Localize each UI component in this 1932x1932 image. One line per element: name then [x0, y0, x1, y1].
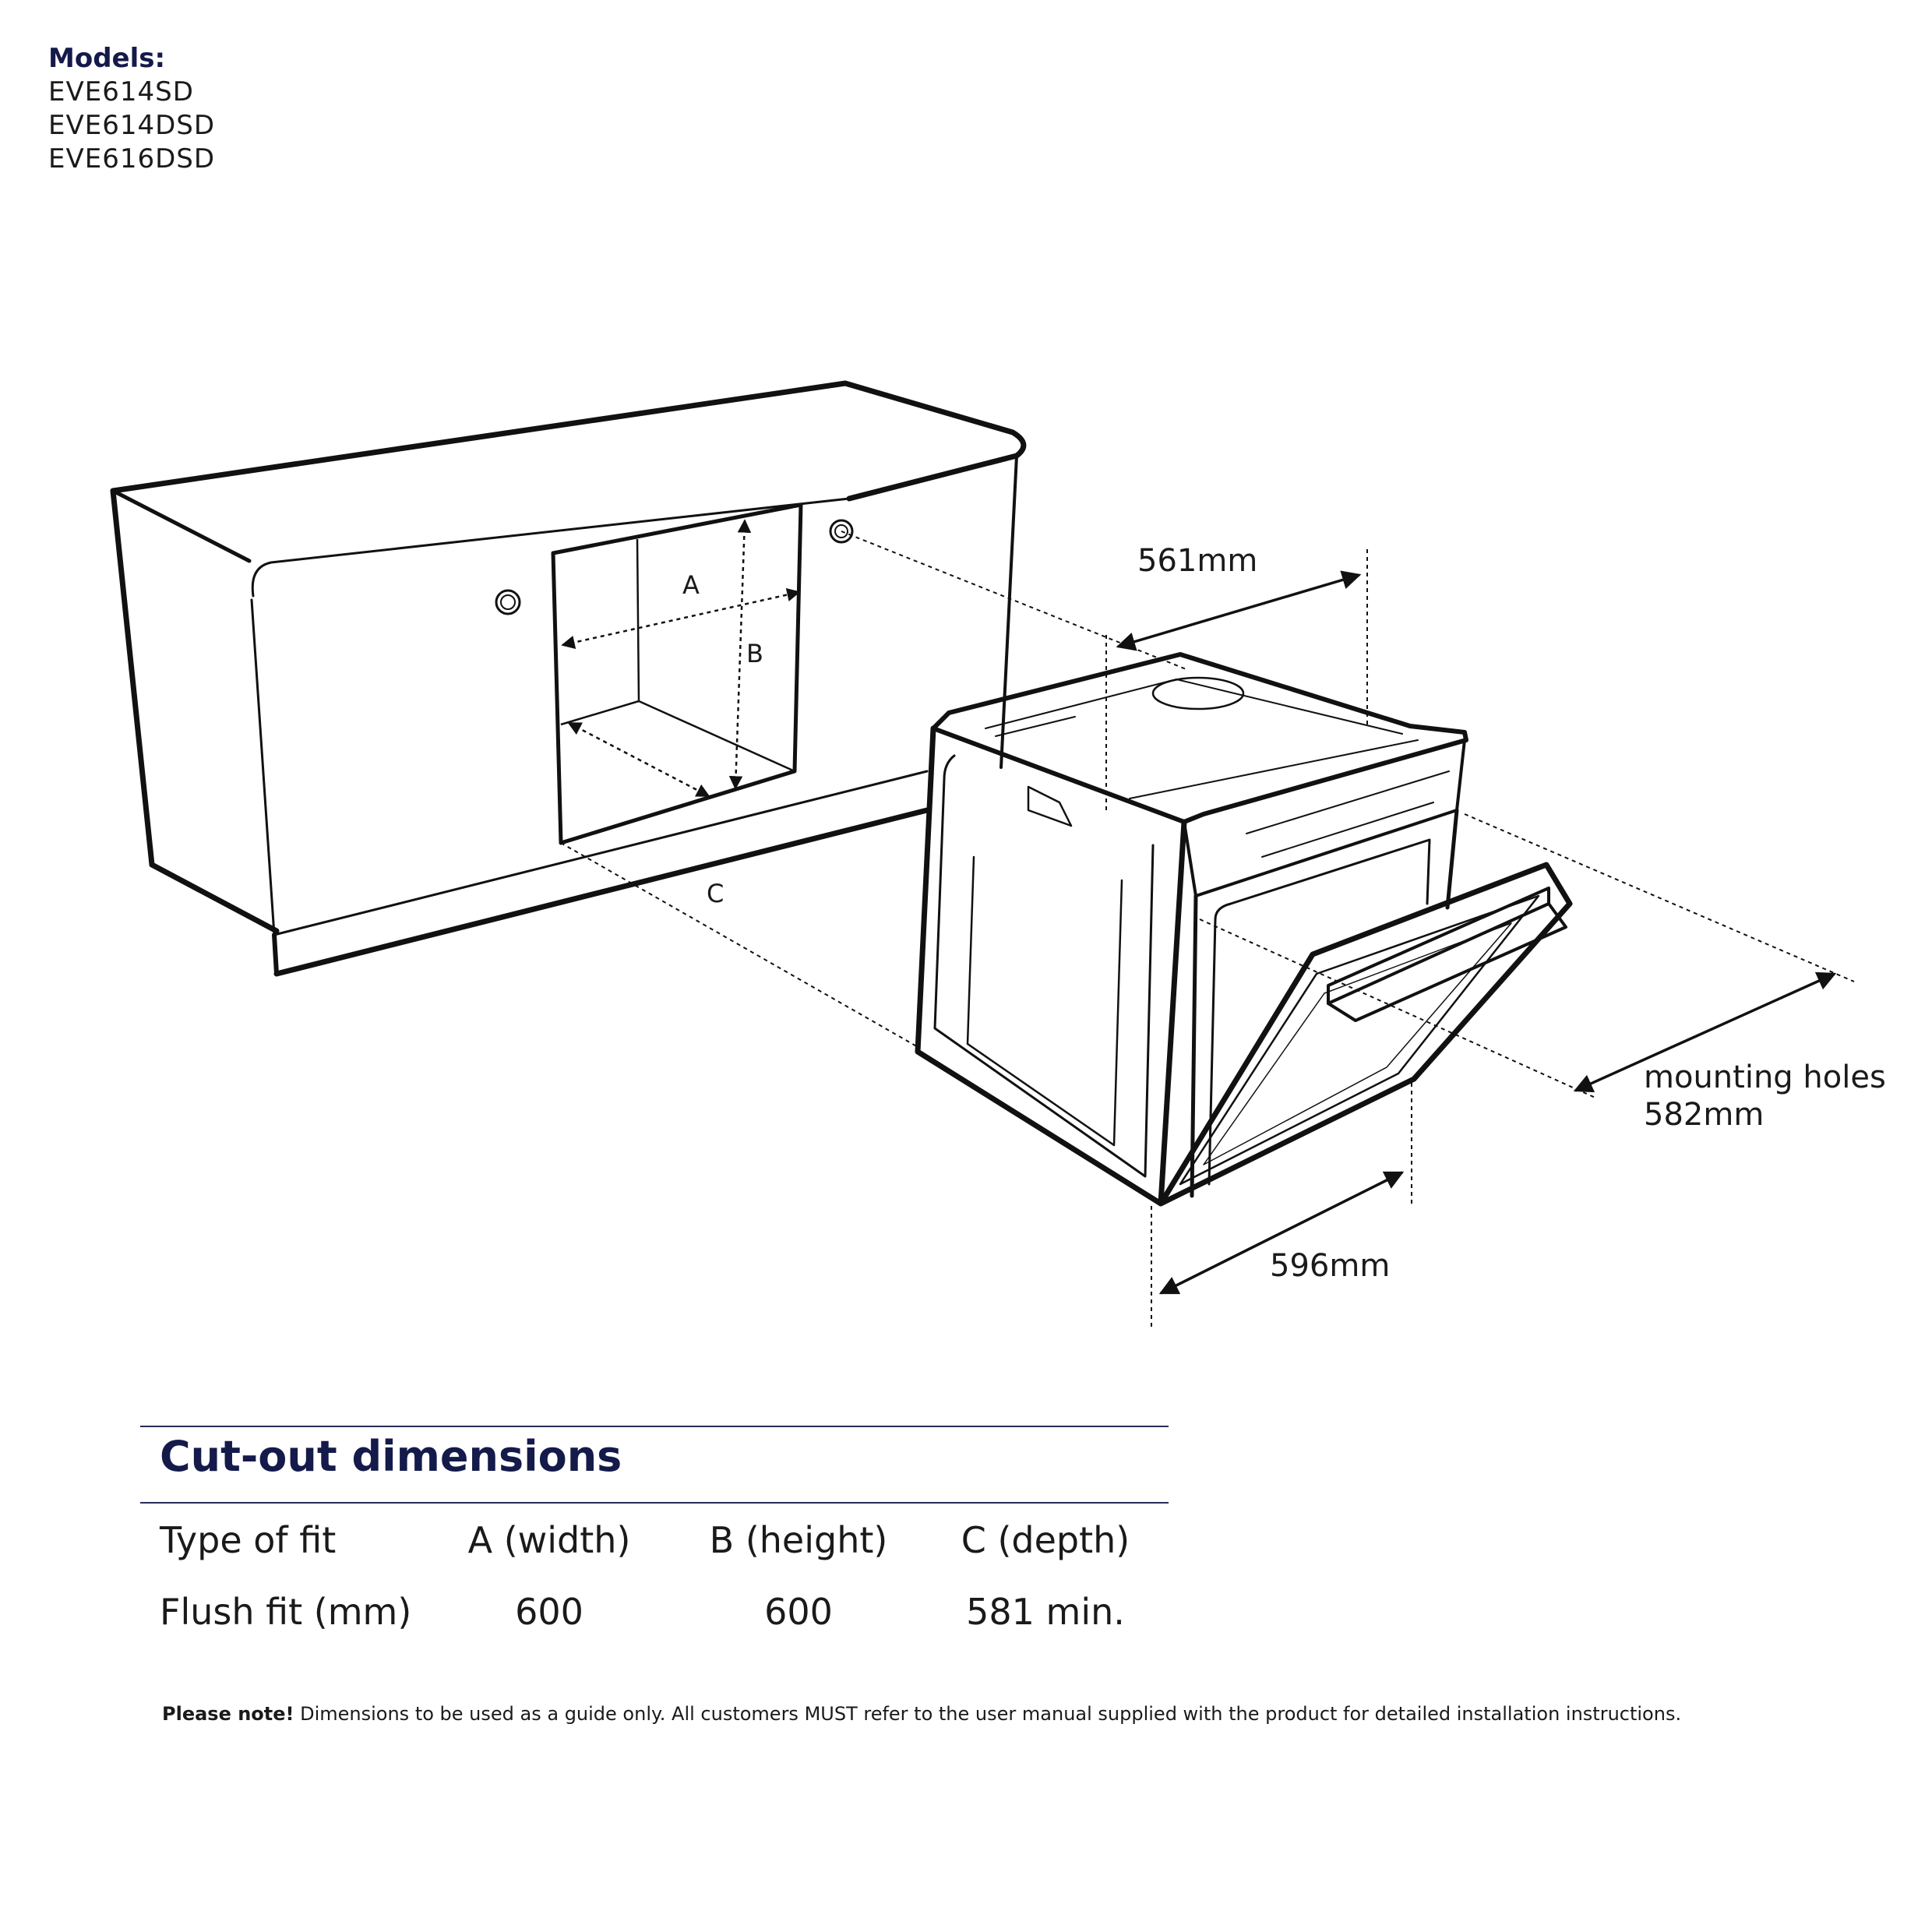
cabinet: [113, 383, 1024, 974]
model-item: EVE614DSD: [48, 110, 216, 141]
label-561mm: 561mm: [1137, 543, 1258, 579]
header-c-depth: C (depth): [961, 1519, 1130, 1561]
cell-fit-type: Flush fit (mm): [160, 1591, 412, 1633]
table-title: Cut-out dimensions: [160, 1432, 622, 1481]
oven: [918, 654, 1570, 1204]
label-596mm: 596mm: [1270, 1248, 1391, 1284]
cell-b-value: 600: [764, 1591, 833, 1633]
disclaimer-note: [162, 1703, 1681, 1725]
label-582mm: 582mm: [1644, 1097, 1765, 1133]
models-heading: Models:: [48, 43, 166, 74]
header-b-height: B (height): [709, 1519, 888, 1561]
label-b: B: [746, 639, 763, 668]
cutout-opening: [553, 505, 801, 843]
label-mounting-holes: mounting holes: [1644, 1059, 1886, 1095]
cell-a-value: 600: [515, 1591, 583, 1633]
table-rule-top: [140, 1426, 1169, 1427]
header-type-of-fit: Type of fit: [160, 1519, 337, 1561]
label-a: A: [682, 570, 700, 600]
header-a-width: A (width): [467, 1519, 631, 1561]
note-text: Dimensions to be used as a guide only. All customers MUST refer to the user manual supplied with the product for detailed installation instructions.: [294, 1703, 1682, 1725]
cell-c-value: 581 min.: [966, 1591, 1125, 1633]
model-item: EVE614SD: [48, 76, 194, 108]
note-bold: Please note!: [162, 1703, 294, 1725]
table-rule-mid: [140, 1502, 1169, 1504]
label-c: C: [707, 879, 724, 908]
cutout-dimension-arrows: [562, 520, 799, 796]
model-item: EVE616DSD: [48, 143, 216, 175]
